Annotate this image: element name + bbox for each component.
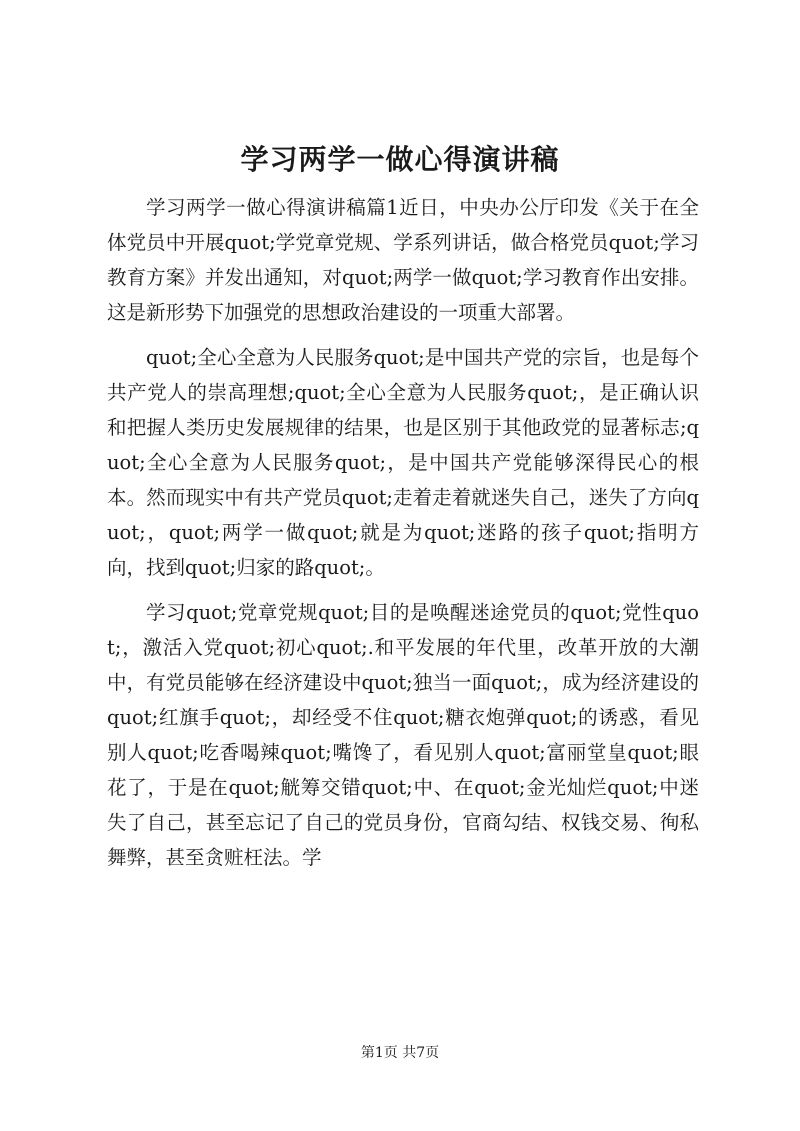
paragraph-2: quot;全心全意为人民服务quot;是中国共产党的宗旨，也是每个共产党人的崇高理想;quot;全心全意为人民服务quot;，是正确认识和把握人类历史发展规律的结果，也是区别于其他政党的显著标志;quot;全心全意为人民服务quot;，是中国共产党能够深得民心的根本。然而现实中有共产党员quot;走着走着就迷失自己，迷失了方向quot;，quot;两学一做quot;就是为quot;迷路的孩子quot;指明方向，找到quot;归家的路quot;。: [107, 346, 699, 579]
page-footer: 第1页 共7页: [360, 1045, 440, 1061]
document-title: 学习两学一做心得演讲稿: [240, 143, 560, 176]
paragraph-1: 学习两学一做心得演讲稿篇1近日，中央办公厅印发《关于在全体党员中开展quot;学党章党规、学系列讲话，做合格党员quot;学习教育方案》并发出通知，对quot;两学一做quot;学习教育作出安排。这是新形势下加强党的思想政治建设的一项重大部署。: [107, 196, 699, 324]
document-body: [107, 190, 699, 885]
paragraph-3: 学习quot;党章党规quot;目的是唤醒迷途党员的quot;党性quot;，激活入党quot;初心quot;.和平发展的年代里，改革开放的大潮中，有党员能够在经济建设中quot;独当一面quot;，成为经济建设的quot;红旗手quot;，却经受不住quot;糖衣炮弹quot;的诱惑，看见别人quot;吃香喝辣quot;嘴馋了，看见别人quot;富丽堂皇quot;眼花了，于是在quot;觥筹交错quot;中、在quot;金光灿烂quot;中迷失了自己，甚至忘记了自己的党员身份，官商勾结、权钱交易、徇私舞弊，甚至贪赃枉法。学: [107, 601, 699, 869]
